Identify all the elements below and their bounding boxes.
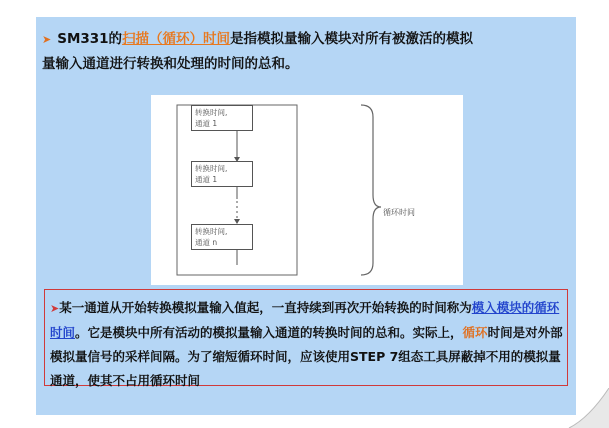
box-2-label: 转换时间, [195,164,228,173]
intro-line2: 量输入通道进行转换和处理的时间的总和。 [42,56,299,72]
intro-paragraph [42,27,570,77]
box-n-channel: 通道 n [195,238,218,247]
explanation-seg2: 。 [75,325,88,340]
box-2-channel: 通道 1 [195,175,218,184]
cycle-time-link[interactable]: 模入模块的循环时间 [50,300,560,340]
cycle-time-diagram [151,95,463,285]
arrow-bullet-icon: ➤ [42,33,52,46]
box-1-channel: 通道 1 [195,119,218,128]
intro-line1-rest: 是指模拟量输入模块对所有被激活的模拟 [230,31,474,47]
slide [36,17,576,415]
intro-highlight-term: 扫描（循环）时间 [122,31,231,47]
explanation-paragraph [50,296,564,393]
conversion-box-n [191,224,253,250]
explanation-seg1: 某一通道从开始转换模拟量输入值起，一直持续到再次开始转换的时间称为 [59,300,472,315]
explanation-seg4: 时间是对外部模拟量信号的采样间隔。为了缩短循环时间，应该使用STEP 7组态工具屏蔽掉不用的模拟量通道，使其不占用循环时间 [50,325,563,388]
cycle-highlight: 循环 [462,325,488,340]
conversion-box-2 [191,161,253,187]
conversion-box-1 [191,105,253,131]
intro-prefix: SM331的 [57,31,123,47]
arrow-bullet-icon: ➤ [50,302,60,315]
cycle-time-label: 循环时间 [383,208,415,217]
box-n-label: 转换时间, [195,227,228,236]
box-1-label: 转换时间, [195,108,228,117]
explanation-seg3: 它是模块中所有活动的模拟量输入通道的转换时间的总和。实际上， [87,325,463,340]
page-curl-decoration [549,388,609,428]
